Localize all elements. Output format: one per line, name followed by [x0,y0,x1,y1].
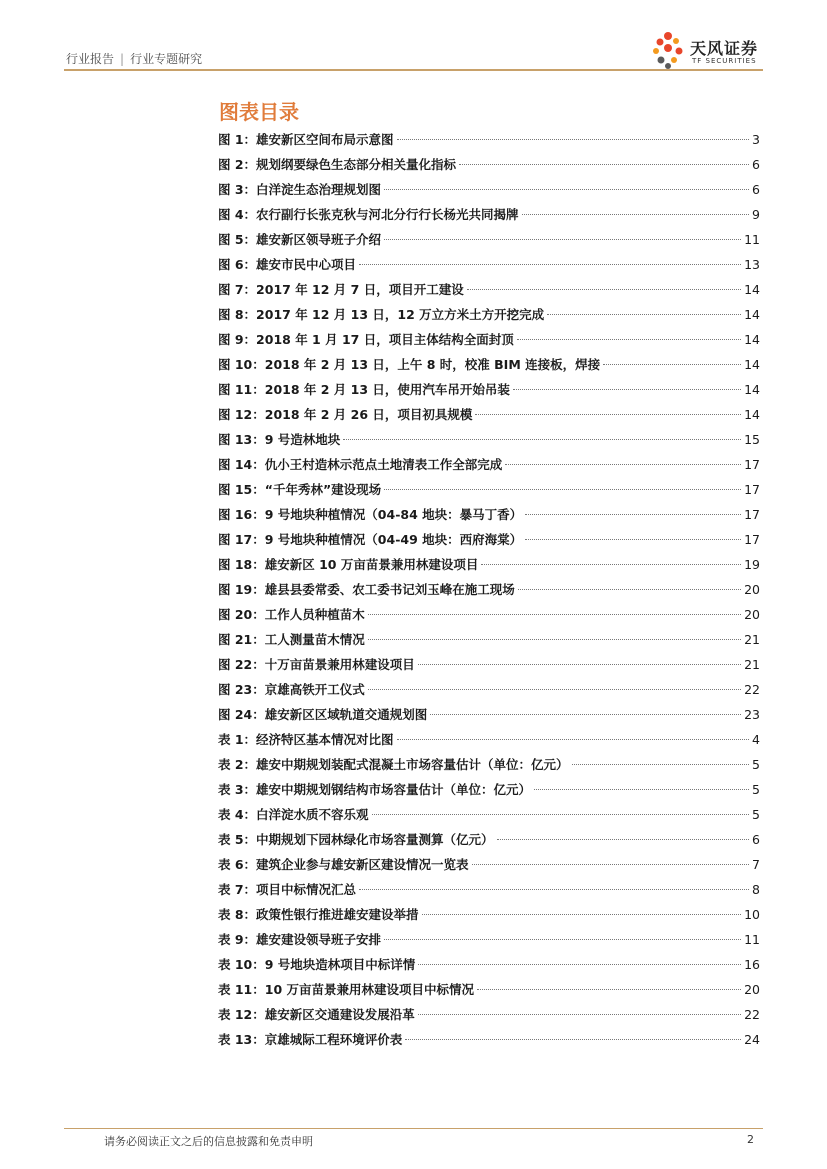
toc-leader-dots [517,339,741,340]
toc-entry-label: 图 15：“千年秀林”建设现场 [218,482,382,497]
toc-entry-page: 24 [744,1032,760,1047]
toc-entry-page: 5 [752,807,760,822]
toc-leader-dots [418,1014,741,1015]
toc-leader-dots [481,564,741,565]
company-logo [650,30,765,70]
toc-entry-label: 图 4：农行副行长张克秋与河北分行行长杨光共同揭牌 [218,207,519,222]
toc-entry-page: 19 [744,557,760,572]
toc-entry[interactable] [218,427,760,452]
toc-entry[interactable] [218,127,760,152]
toc-entry[interactable] [218,702,760,727]
toc-entry-label: 图 9：2018 年 1 月 17 日，项目主体结构全面封顶 [218,332,514,347]
toc-entry[interactable] [218,152,760,177]
toc-entry[interactable] [218,952,760,977]
toc-entry-label: 图 5：雄安新区领导班子介绍 [218,232,382,247]
toc-entry-label: 表 4：白洋淀水质不容乐观 [218,807,369,822]
toc-entry-page: 6 [752,832,760,847]
toc-entry[interactable] [218,402,760,427]
toc-entry[interactable] [218,327,760,352]
toc-leader-dots [359,264,741,265]
toc-leader-dots [397,139,749,140]
toc-entry-label: 图 18：雄安新区 10 万亩苗景兼用林建设项目 [218,557,479,572]
toc-entry-label: 图 2：规划纲要绿色生态部分相关量化指标 [218,157,457,172]
toc-leader-dots [477,989,741,990]
toc-entry-label: 表 9：雄安建设领导班子安排 [218,932,382,947]
toc-entry[interactable] [218,502,760,527]
page-number: 2 [747,1133,754,1146]
toc-entry-label: 表 8：政策性银行推进雄安建设举措 [218,907,419,922]
toc-leader-dots [397,739,749,740]
toc-leader-dots [430,714,741,715]
toc-entry[interactable] [218,552,760,577]
toc-entry-page: 6 [752,157,760,172]
toc-entry[interactable] [218,1002,760,1027]
toc-leader-dots [368,639,741,640]
toc-entry[interactable] [218,227,760,252]
toc-entry[interactable] [218,852,760,877]
toc-leader-dots [522,214,749,215]
toc-entry-page: 4 [752,732,760,747]
toc-entry-page: 11 [744,932,760,947]
toc-leader-dots [384,939,741,940]
toc-leader-dots [603,364,741,365]
toc-entry[interactable] [218,577,760,602]
toc-entry-page: 17 [744,532,760,547]
toc-entry-label: 表 3：雄安中期规划钢结构市场容量估计（单位：亿元） [218,782,532,797]
report-category [66,50,202,67]
toc-leader-dots [418,664,741,665]
toc-entry[interactable] [218,602,760,627]
toc-entry-page: 17 [744,482,760,497]
toc-entry-label: 图 22：十万亩苗景兼用林建设项目 [218,657,415,672]
toc-entry[interactable] [218,477,760,502]
toc-entry-page: 15 [744,432,760,447]
toc-entry-page: 14 [744,357,760,372]
toc-entry[interactable] [218,302,760,327]
toc-entry-page: 20 [744,582,760,597]
toc-entry[interactable] [218,777,760,802]
toc-entry-label: 表 5：中期规划下园林绿化市场容量测算（亿元） [218,832,494,847]
toc-entry[interactable] [218,252,760,277]
toc-leader-dots [467,289,741,290]
toc-leader-dots [572,764,749,765]
toc-entry[interactable] [218,452,760,477]
toc-entry-label: 图 13：9 号造林地块 [218,432,341,447]
toc-entry[interactable] [218,752,760,777]
toc-entry-label: 图 23：京雄高铁开工仪式 [218,682,365,697]
toc-entry-page: 14 [744,307,760,322]
toc-title: 图表目录 [219,100,299,124]
toc-entry-label: 图 7：2017 年 12 月 7 日，项目开工建设 [218,282,464,297]
toc-leader-dots [384,239,741,240]
toc-leader-dots [547,314,741,315]
toc-leader-dots [372,814,749,815]
toc-entry-label: 表 6：建筑企业参与雄安新区建设情况一览表 [218,857,469,872]
toc-leader-dots [368,689,741,690]
toc-entry-page: 20 [744,607,760,622]
toc-entry-label: 图 8：2017 年 12 月 13 日，12 万立方米土方开挖完成 [218,307,545,322]
toc-entry-label: 图 14：仇小王村造林示范点土地清表工作全部完成 [218,457,503,472]
footer-divider [64,1128,763,1129]
toc-leader-dots [525,539,741,540]
toc-leader-dots [359,889,749,890]
toc-leader-dots [343,439,741,440]
toc-entry-page: 22 [744,682,760,697]
toc-leader-dots [418,964,741,965]
flower-logo-icon [650,30,686,70]
toc-entry-label: 表 11：10 万亩苗景兼用林建设项目中标情况 [218,982,474,997]
toc-entry-page: 17 [744,457,760,472]
toc-leader-dots [472,864,749,865]
toc-entry[interactable] [218,877,760,902]
toc-entry[interactable] [218,902,760,927]
toc-entry-page: 21 [744,657,760,672]
toc-entry[interactable] [218,277,760,302]
toc-entry-label: 图 12：2018 年 2 月 26 日，项目初具规模 [218,407,473,422]
toc-entry-label: 表 13：京雄城际工程环境评价表 [218,1032,403,1047]
toc-entry-label: 表 12：雄安新区交通建设发展沿革 [218,1007,415,1022]
toc-entry-label: 图 11：2018 年 2 月 13 日，使用汽车吊开始吊装 [218,382,510,397]
toc-entry-label: 图 3：白洋淀生态治理规划图 [218,182,382,197]
toc-entry-label: 表 10：9 号地块造林项目中标详情 [218,957,416,972]
toc-leader-dots [405,1039,741,1040]
toc-entry-page: 14 [744,332,760,347]
toc-leader-dots [422,914,742,915]
toc-leader-dots [513,389,741,390]
toc-leader-dots [505,464,741,465]
toc-entry-page: 16 [744,957,760,972]
toc-entry[interactable] [218,802,760,827]
toc-leader-dots [368,614,741,615]
toc-leader-dots [518,589,741,590]
toc-leader-dots [475,414,741,415]
toc-entry[interactable] [218,527,760,552]
toc-leader-dots [525,514,741,515]
toc-leader-dots [534,789,749,790]
toc-entry[interactable] [218,202,760,227]
toc-entry-label: 图 21：工人测量苗木情况 [218,632,365,647]
toc-entry-page: 6 [752,182,760,197]
toc-entry-page: 5 [752,782,760,797]
toc-entry-page: 5 [752,757,760,772]
toc-entry-page: 10 [744,907,760,922]
logo-brand-name: 天风证券 [690,39,759,58]
header-divider [64,69,763,71]
toc-entry-page: 23 [744,707,760,722]
toc-entry-page: 3 [752,132,760,147]
toc-list [218,127,760,1052]
toc-entry[interactable] [218,827,760,852]
footer-disclaimer: 请务必阅读正文之后的信息披露和免责申明 [104,1135,313,1148]
toc-entry-page: 17 [744,507,760,522]
toc-entry[interactable] [218,627,760,652]
toc-entry-page: 9 [752,207,760,222]
toc-leader-dots [497,839,749,840]
toc-entry-page: 21 [744,632,760,647]
toc-entry[interactable] [218,927,760,952]
logo-brand-name-en: TF SECURITIES [692,57,757,65]
toc-entry-page: 14 [744,382,760,397]
toc-entry[interactable] [218,352,760,377]
toc-entry[interactable] [218,652,760,677]
toc-entry-label: 表 1：经济特区基本情况对比图 [218,732,394,747]
header-separator: | [120,52,125,66]
toc-entry[interactable] [218,977,760,1002]
toc-entry[interactable] [218,177,760,202]
toc-entry-page: 8 [752,882,760,897]
toc-entry-label: 表 2：雄安中期规划装配式混凝土市场容量估计（单位：亿元） [218,757,569,772]
toc-leader-dots [384,189,749,190]
toc-entry-label: 图 6：雄安市民中心项目 [218,257,357,272]
toc-entry-label: 图 10：2018 年 2 月 13 日，上午 8 时，校准 BIM 连接板，焊接 [218,357,601,372]
toc-entry-label: 图 1：雄安新区空间布局示意图 [218,132,394,147]
toc-entry-page: 22 [744,1007,760,1022]
toc-entry-page: 13 [744,257,760,272]
toc-entry-label: 图 19：雄县县委常委、农工委书记刘玉峰在施工现场 [218,582,515,597]
toc-entry-label: 图 17：9 号地块种植情况（04-49 地块：西府海棠） [218,532,523,547]
toc-entry-label: 图 20：工作人员种植苗木 [218,607,365,622]
toc-entry-page: 14 [744,407,760,422]
toc-entry-label: 图 24：雄安新区区域轨道交通规划图 [218,707,428,722]
header-subcategory: 行业专题研究 [130,52,203,66]
toc-entry[interactable] [218,377,760,402]
toc-entry[interactable] [218,727,760,752]
toc-entry-label: 图 16：9 号地块种植情况（04-84 地块：暴马丁香） [218,507,523,522]
toc-entry-page: 11 [744,232,760,247]
toc-entry[interactable] [218,677,760,702]
toc-entry-page: 14 [744,282,760,297]
header-category: 行业报告 [66,52,115,66]
toc-leader-dots [459,164,749,165]
toc-entry-page: 7 [752,857,760,872]
toc-entry[interactable] [218,1027,760,1052]
toc-entry-page: 20 [744,982,760,997]
toc-leader-dots [384,489,741,490]
toc-entry-label: 表 7：项目中标情况汇总 [218,882,357,897]
